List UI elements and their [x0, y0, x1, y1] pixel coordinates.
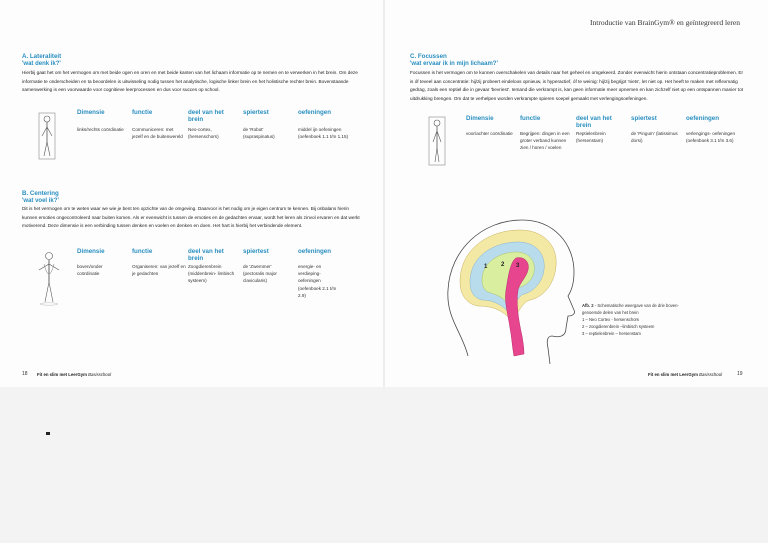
section-a-subtitle: 'wat denk ik?': [22, 61, 61, 67]
label-2: 2: [501, 262, 505, 268]
header-functie: functie: [520, 115, 541, 122]
cell-dimensie: links/rechts coördinatie: [77, 127, 124, 132]
header-spiertest: spiertest: [631, 115, 657, 122]
header-dimensie: Dimensie: [466, 115, 494, 122]
section-a-paragraph: Hierbij gaat het om het vermogen om met beide ogen en oren en met beide kanten van het lichaam informatie op te nemen en te verwerken in het brein. Om deze informatie te onderscheiden en ta beoordelen is uitwisseling nodig tussen het analytische, logische linker brein en het holistische rechter brein. Bovenstaande samenwerking is een voorwaarde voor cognitieve leerprocessen en dus voor succes op school.: [22, 70, 358, 93]
label-1: 1: [484, 264, 488, 270]
header-oefeningen: oefeningen: [298, 248, 332, 255]
header-dimensie: Dimensie: [77, 248, 105, 255]
header-brein: deel van het brein: [188, 248, 224, 262]
header-brein: deel van het brein: [576, 115, 612, 129]
standing-figure-icon: [36, 250, 62, 306]
figure-caption: [582, 302, 702, 337]
cell-spiertest: de 'Robot' (supraspinatus): [243, 127, 275, 140]
header-brein: deel van het brein: [188, 109, 224, 123]
header-oefeningen: oefeningen: [686, 115, 720, 122]
section-a-title: A. Lateraliteit: [22, 53, 62, 60]
footer-title: Fit en slim met LeerGym: [648, 372, 700, 377]
cell-oefeningen: middel ijn oefeningen (oefenboek 1.1 t/m 1.15): [298, 127, 349, 140]
footer-right: [648, 372, 722, 377]
caption-line: - Schematische weergave van de drie boven-: [594, 303, 679, 308]
book-gutter: [383, 0, 385, 387]
label-3: 3: [516, 263, 520, 269]
footer-subtitle: Basisschool: [699, 372, 723, 377]
scan-mark: [46, 432, 50, 435]
header-functie: functie: [132, 248, 153, 255]
scan-background: [0, 387, 768, 543]
section-c-title: C. Focussen: [410, 53, 447, 60]
cell-brein: Neo-cortex, (hersenschors): [188, 127, 219, 140]
cell-brein: Reptielenbrein (hersenstam): [576, 131, 606, 144]
cell-dimensie: voor/achter coördinatie: [466, 131, 513, 136]
cell-functie: Communiceren: met jezelf en de buitenwereld: [132, 127, 183, 140]
caption-line: 1 – Neo Cortex - hersenschors: [582, 317, 640, 322]
page-number-left: 18: [22, 371, 28, 377]
standing-figure-icon: [38, 112, 56, 160]
section-c-subtitle: 'wat ervaar ik in mijn lichaam?': [410, 61, 498, 67]
section-c-paragraph: Focussen is het vermogen om te kunnen overschakelen van details naar het geheel en omgekeerd. Zonder evenwicht hierin ontstaan concentratieproblemen. Er is óf teveel aan concentratie: hij/zij probeert eindeloos opnieuw, is hyperactief, óf te weinig: hij/zij begrijpt 'niets', let niet op. Het heeft te maken met reflexmatig gedrag, zoals een reptiel die in gevaar 'bevriest'. Iemand die verkrampt is, kan geen informatie meer opnemen en kan zichzelf niet op een ontspannen manier tot uitdrukking brengen. Om dat te verhelpen worden verkrampte spieren soepel gemaakt met verlengingsoefeningen.: [410, 70, 744, 101]
header-spiertest: spiertest: [243, 248, 269, 255]
section-b-subtitle: 'wat voel ik?': [22, 198, 59, 204]
cell-spiertest: de 'Pinguïn' (latissimus dorsi): [631, 131, 678, 144]
caption-line: 2 – zoogdierenbrein –limbisch systeem: [582, 324, 655, 329]
caption-line: genoemde delen van het brein: [582, 310, 639, 315]
cell-brein: Zoogdierenbrein (middenbrein- limbisch systeem): [188, 264, 235, 284]
section-b-paragraph: Dit is het vermogen om te weten waar we wie je bent ten opzichte van de omgeving. Daarvoor is het nodig om je eigen centrum te kennen. Bij onbalans hierin kunnen emoties ongecontroleerd naar buiten komen. Als er evenwicht is tussen de emoties en de gedachten ervaar, wordt het leren als zinvol ervaren en dat werkt motiverend. Deze dimensie is een verbinding tussen denken en voelen en denken en doen. Het hart is hierbij het verbindende element.: [22, 206, 360, 229]
header-spiertest: spiertest: [243, 109, 269, 116]
cell-dimensie: boven/onder coördinatie: [77, 264, 103, 277]
footer-left: [37, 372, 111, 377]
header-dimensie: Dimensie: [77, 109, 105, 116]
cell-functie: Organiseren: van jezelf en je gedachten: [132, 264, 186, 277]
cell-oefeningen: verlengings- oefeningen (oefenboek 3.1 t/m 3.6): [686, 131, 736, 144]
page-number-right: 19: [737, 371, 743, 377]
brain-head-diagram: [440, 206, 580, 366]
section-b-title: B. Centering: [22, 190, 59, 197]
header-functie: functie: [132, 109, 153, 116]
footer-subtitle: Basisschool: [88, 372, 112, 377]
running-head: Introductie van BrainGym® en geïntegreerd leren: [589, 18, 740, 27]
cell-functie: Begrijpen: dingen in een groter verband kunnen zien / horen / voelen: [520, 131, 570, 151]
standing-figure-icon: [428, 116, 446, 166]
cell-oefeningen: energie- en verdieping- oefeningen (oefenboek 2.1 t/m 2.9): [298, 264, 337, 298]
footer-title: Fit en slim met LeerGym: [37, 372, 89, 377]
caption-line: 3 – reptielenbrein – hersenstam: [582, 331, 641, 336]
caption-title: Afb. 2: [582, 303, 594, 308]
cell-spiertest: de 'Zwemmer' (pectoralis major clavicularis): [243, 264, 277, 284]
header-oefeningen: oefeningen: [298, 109, 332, 116]
